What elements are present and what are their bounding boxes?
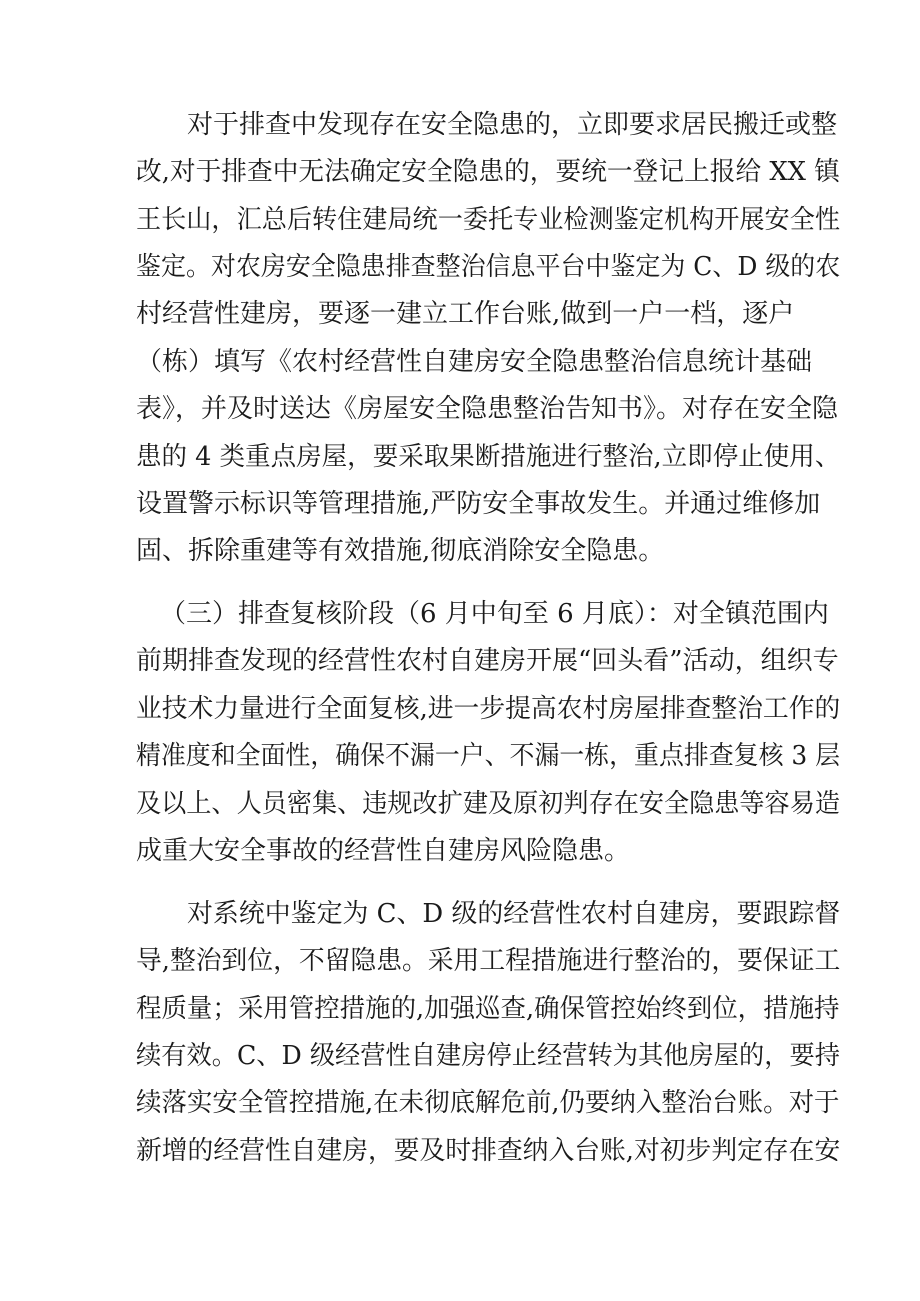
paragraph-2-line-2: 前期排查发现的经营性农村自建房开展“回头看”活动，组织专: [136, 646, 839, 676]
paragraph-3-line-1: 对系统中鉴定为 C、D 级的经营性农村自建房，要跟踪督: [187, 899, 841, 929]
paragraph-3-line-6: 新增的经营性自建房，要及时排查纳入台账,对初步判定存在安: [136, 1136, 841, 1166]
paragraph-3-line-5: 续落实安全管控措施,在未彻底解危前,仍要纳入整治台账。对于: [136, 1088, 840, 1118]
paragraph-2-line-6: 成重大安全事故的经营性自建房风险隐患。: [136, 836, 631, 866]
paragraph-3-line-3: 程质量；采用管控措施的,加强巡查,确保管控始终到位，措施持: [136, 994, 840, 1024]
paragraph-1-line-6: （栋）填写《农村经营性自建房安全隐患整治信息统计基础: [136, 347, 813, 377]
paragraph-2-line-4: 精准度和全面性，确保不漏一户、不漏一栋，重点排查复核 3 层: [136, 741, 841, 771]
paragraph-2-line-1: （三）排查复核阶段（6 月中旬至 6 月底）：对全镇范围内: [160, 599, 829, 629]
paragraph-1-line-2: 改,对于排查中无法确定安全隐患的，要统一登记上报给 XX 镇: [136, 157, 840, 187]
paragraph-1-line-9: 设置警示标识等管理措施,严防安全事故发生。并通过维修加: [136, 489, 821, 519]
paragraph-3-line-4: 续有效。C、D 级经营性自建房停止经营转为其他房屋的，要持: [136, 1041, 840, 1071]
paragraph-1-line-8: 患的 4 类重点房屋，要采取果断措施进行整治,立即停止使用、: [136, 442, 841, 472]
paragraph-3-line-2: 导,整治到位，不留隐患。采用工程措施进行整治的，要保证工: [136, 946, 841, 976]
paragraph-1-line-4: 鉴定。对农房安全隐患排查整治信息平台中鉴定为 C、D 级的农: [136, 252, 841, 282]
paragraph-2-line-5: 及以上、人员密集、违规改扩建及原初判存在安全隐患等容易造: [136, 789, 840, 819]
paragraph-1-line-7: 表》，并及时送达《房屋安全隐患整治告知书》。对存在安全隐: [136, 394, 839, 424]
paragraph-2-line-3: 业技术力量进行全面复核,进一步提高农村房屋排查整治工作的: [136, 694, 841, 724]
paragraph-1-line-3: 王长山，汇总后转住建局统一委托专业检测鉴定机构开展安全性: [136, 205, 840, 235]
paragraph-1-line-10: 固、拆除重建等有效措施,彻底消除安全隐患。: [136, 536, 665, 566]
paragraph-1-line-1: 对于排查中发现存在安全隐患的，立即要求居民搬迁或整: [187, 110, 838, 140]
paragraph-1-line-5: 村经营性建房，要逐一建立工作台账,做到一户一档，逐户: [136, 299, 795, 329]
